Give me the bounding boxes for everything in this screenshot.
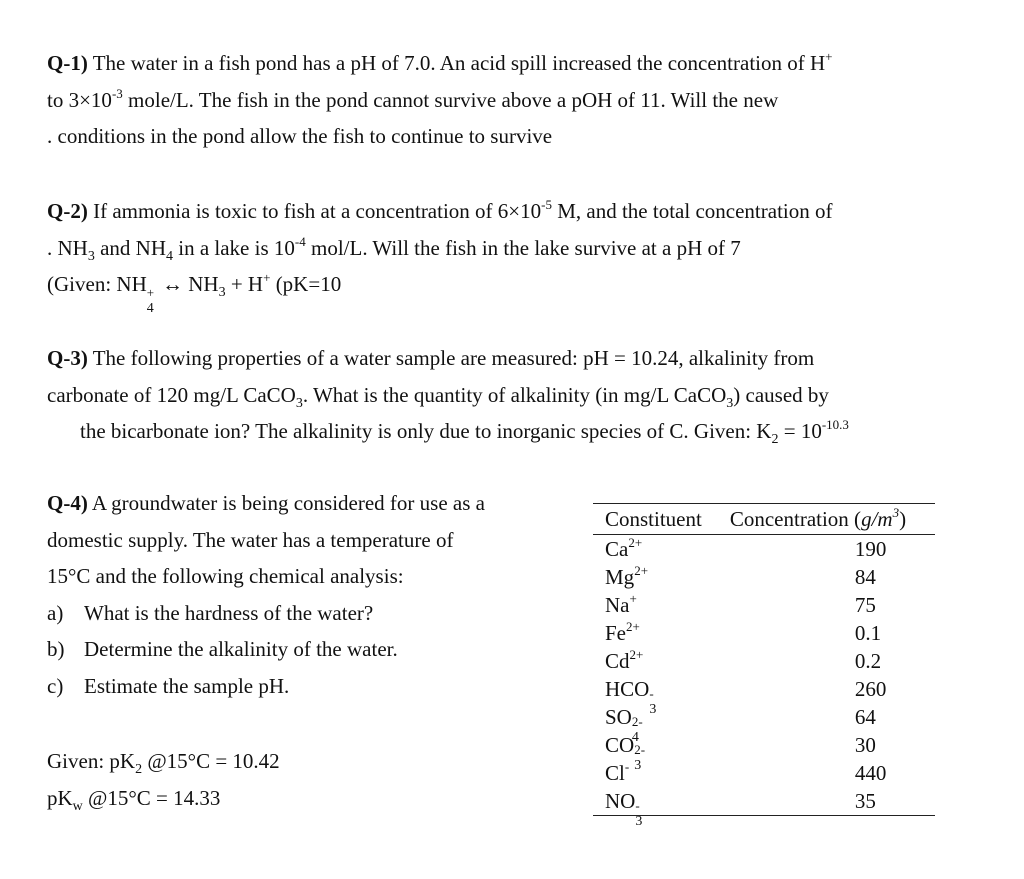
q4-text-1: A groundwater is being considered for use as a [87,491,485,515]
q3-line-3 [47,413,987,450]
given-pkw-a: pK [47,786,73,810]
q1-text-3: . conditions in the pond allow the fish to continue to survive [47,124,553,148]
q3-text-1: The following properties of a water sample are measured: pH = 10.24, alkalinity from [87,346,815,370]
table-row [593,591,935,619]
q2-sub-3b: 3 [218,285,226,300]
q2-line-1 [47,193,987,230]
chemical-analysis-table [593,503,935,829]
q2-sub-2a: 3 [87,248,95,264]
col2-units [861,504,900,531]
table-row [593,731,935,759]
given-constants [47,743,280,817]
q4-item-c [47,668,587,705]
table-row [593,563,935,591]
q2-line-2 [47,230,987,267]
q3-text-3b: = 10 [778,419,822,443]
ion-symbol: Cl [605,761,625,785]
ion-symbol: NO [605,789,636,813]
constituent-cell [593,787,708,829]
q3-label: Q-3) [47,346,88,370]
ion-charge: 2- [634,742,646,757]
table-row [593,535,935,564]
constituent-cell [593,619,708,647]
q3-text-3a: the bicarbonate ion? The alkalinity is only due to inorganic species of C. Given: K [80,419,772,443]
ion-symbol: Ca [605,537,629,561]
q1-text-2a: to 3×10 [47,87,112,112]
table-row [593,675,935,703]
constituent-cell [593,591,708,619]
table-row [593,647,935,675]
q4-item-b-text: Determine the alkalinity of the water. [84,637,398,661]
q2-sub-3a: 4 [146,301,154,316]
q1-sup-1: + [825,49,833,64]
given-pk2-a: Given: pK [47,749,136,773]
concentration-cell: 0.1 [854,621,882,645]
q2-text-3c: + H [225,272,264,296]
question-4 [47,485,587,704]
question-2 [47,193,987,316]
constituent-cell [593,759,708,787]
col2-text: Concentration ( [729,506,862,531]
ion-symbol: SO [605,705,632,729]
q2-label: Q-2) [47,199,88,223]
concentration-cell: 84 [854,565,876,589]
q2-text-1b: M, and the total concentration of [551,199,833,223]
q4-label: Q-4) [47,491,88,515]
q1-text-2b: mole/L. The fish in the pond cannot survive above a pOH of 11. Will the new [122,87,779,112]
q2-text-2a: . NH [47,235,88,260]
constituent-cell [593,647,708,675]
col-header-concentration [708,504,935,535]
q4-line-2: domestic supply. The water has a temperature of [47,527,454,552]
table-row [593,619,935,647]
ion-charge: - [649,686,654,701]
constituent-cell [593,535,708,564]
ion-symbol: Cd [605,649,630,673]
col2-close: ) [899,506,907,531]
concentration-cell: 440 [854,761,887,785]
col-header-constituent: Constituent [593,504,708,535]
ion-charge: 2+ [628,535,643,550]
concentration-cell: 30 [854,733,876,757]
q4-item-a [47,595,587,632]
q1-sup-2: -3 [111,85,123,101]
ion-symbol: Na [605,593,630,617]
table-header-row [593,504,935,535]
q2-sup-2: -4 [294,233,306,249]
q1-line-2 [47,82,987,119]
q3-sub-2a: 3 [295,395,303,411]
q4-line-3: 15°C and the following chemical analysis: [47,564,404,588]
q4-item-a-text: What is the hardness of the water? [84,600,374,625]
ion-symbol: Mg [605,565,635,589]
question-3 [47,340,987,450]
concentration-cell: 64 [854,705,876,729]
ion-subscript: 4 [631,730,639,745]
q4-item-a-label: a) [47,600,64,625]
q3-line-1 [47,340,987,377]
q1-label: Q-1) [47,51,88,75]
given-pk2-sub: 2 [135,762,143,777]
q3-sup-3: -10.3 [821,417,849,432]
given-pkw-sub: w [72,799,83,814]
q2-text-3d: (pK=10 [270,272,342,296]
table-row [593,703,935,731]
q3-text-2c: ) caused by [733,382,829,407]
question-1 [47,45,987,155]
col2-units-sup: 3 [892,504,900,520]
q2-text-1a: If ammonia is toxic to fish at a concentration of 6×10 [87,199,542,223]
q1-line-1 [47,45,987,82]
ion-charge: + [629,591,637,606]
table-body [593,535,935,829]
q2-text-3b: ↔ NH [156,272,219,296]
q2-line-3 [47,266,987,316]
given-pkw [47,780,280,817]
constituent-cell [593,563,708,591]
q2-text-2c: in a lake is 10 [173,235,295,260]
q2-sub-2b: 4 [166,248,173,264]
concentration-cell: 0.2 [854,649,882,673]
q3-sub-3: 2 [771,432,779,447]
q2-sup-3b: + [263,270,271,285]
table-row [593,787,935,816]
col2-units-text: g/m [861,506,893,531]
q2-sup-1: -5 [541,197,552,212]
given-pkw-b: @15°C = 14.33 [82,786,221,810]
q4-item-b-label: b) [47,637,65,661]
concentration-cell: 35 [708,787,935,816]
ion-charge: 2+ [626,619,640,634]
q2-text-3a: (Given: NH [47,272,147,296]
q4-item-c-text: Estimate the sample pH. [84,673,290,698]
q2-sup-3a: + [146,285,155,300]
q2-text-2d: mol/L. Will the fish in the lake survive at a pH of 7 [305,235,741,260]
ion-charge: 2+ [634,563,649,578]
q3-line-2 [47,377,987,414]
concentration-cell: 75 [854,593,876,617]
q3-text-2b: . What is the quantity of alkalinity (in mg/L CaCO [302,382,727,407]
q4-item-b [47,631,587,668]
ion-charge: 2- [631,714,643,729]
q2-text-2b: and NH [94,235,166,260]
ion-charge: - [624,759,630,774]
concentration-cell: 260 [854,677,887,701]
ion-subscript: 3 [649,702,657,717]
ion-symbol: Fe [605,621,626,645]
given-pk2 [47,743,280,780]
given-pk2-b: @15°C = 10.42 [142,749,280,773]
ion-subscript: 3 [635,814,643,829]
q3-sub-2b: 3 [726,395,734,411]
ion-symbol: HCO [605,677,650,701]
q3-text-2a: carbonate of 120 mg/L CaCO [47,382,296,407]
q4-item-c-label: c) [47,673,64,698]
ion-charge: 2+ [629,647,644,662]
concentration-cell: 190 [854,537,887,561]
q4-line-1 [47,485,587,522]
ion-charge: - [635,798,640,813]
ion-symbol: CO [605,733,635,757]
q1-line-3 [47,118,987,155]
q1-text-1: The water in a fish pond has a pH of 7.0. An acid spill increased the concentration of H [87,51,826,75]
ion-subscript: 3 [634,758,642,773]
